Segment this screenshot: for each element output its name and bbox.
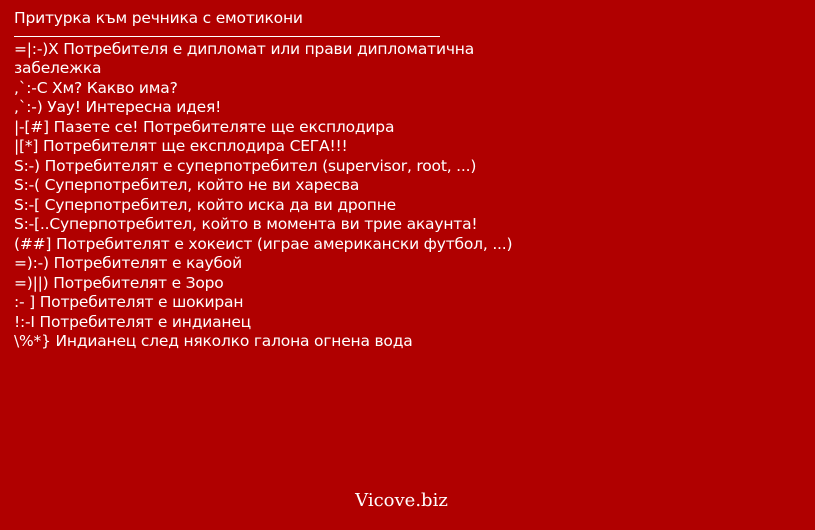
emoticon-entry: =|:-)X Потребителя е дипломат или прави дипломатична забележка (14, 39, 475, 77)
emoticon-dictionary (14, 9, 554, 352)
emoticon-entry: =):-) Потребителят е каубой (14, 254, 242, 272)
emoticon-entry: !:-I Потребителят е индианец (14, 312, 252, 331)
emoticon-entry: :- ] Потребителят е шокиран (14, 293, 244, 311)
emoticon-entry: ,`:-C Хм? Какво има? (14, 78, 178, 97)
emoticon-entry: \%*} Индианец след няколко галона огнена вода (14, 332, 413, 350)
emoticon-entry: |-[#] Пазете се! Потребителяте ще експлодира (14, 117, 395, 136)
emoticon-entry: (##] Потребителят е хокеист (играе американски футбол, ...) (14, 234, 513, 253)
watermark-text: Vicove.biz (355, 490, 448, 511)
emoticon-entry: S:-) Потребителят е суперпотребител (supervisor, root, ...) (14, 156, 477, 175)
watermark-footer (0, 490, 815, 511)
emoticon-entry: |[*] Потребителят ще експлодира СЕГА!!! (14, 137, 348, 155)
emoticon-entry: ,`:-) Уау! Интересна идея! (14, 98, 222, 116)
title-underline (14, 36, 440, 37)
emoticon-entry: S:-[..Суперпотребител, който в момента ви трие акаунта! (14, 215, 478, 233)
emoticon-entry: S:-( Суперпотребител, който не ви харесва (14, 176, 360, 194)
emoticon-entry: =)||) Потребителят е Зоро (14, 273, 224, 292)
document-title: Притурка към речника с емотикони (14, 9, 303, 27)
emoticon-entry: S:-[ Суперпотребител, който иска да ви дропне (14, 195, 396, 214)
